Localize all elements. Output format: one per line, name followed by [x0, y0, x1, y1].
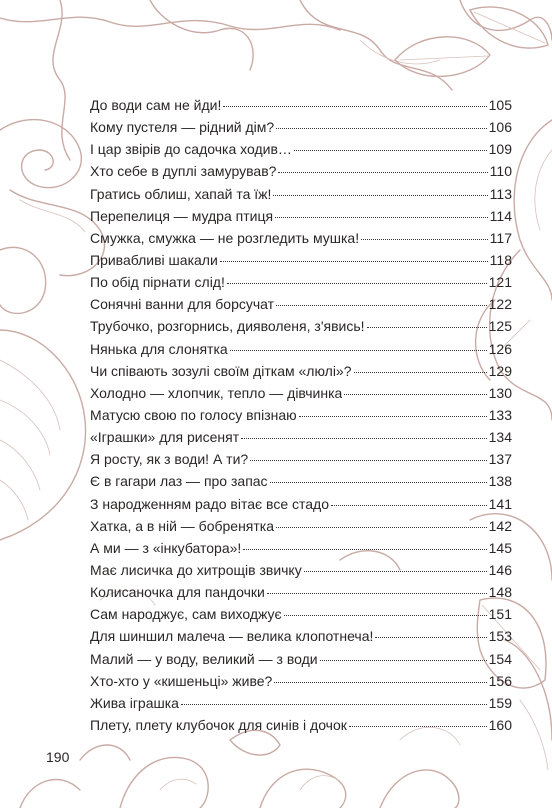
toc-entry[interactable] — [90, 470, 512, 492]
toc-entry-title: Холодно — хлопчик, тепло — дівчинка — [90, 384, 343, 401]
toc-entry-title: Я росту, як з води! А ти? — [90, 451, 249, 468]
toc-entry[interactable] — [90, 692, 512, 714]
toc-entry-title: Має лисичка до хитрощів звичку — [90, 561, 302, 578]
toc-entry-title: «Іграшки» для рисенят — [90, 429, 240, 446]
toc-entry-page: 146 — [488, 561, 512, 578]
toc-entry[interactable] — [90, 138, 512, 160]
toc-entry-page: 153 — [488, 628, 512, 645]
toc-entry-page: 148 — [488, 584, 512, 601]
toc-entry-page: 133 — [488, 406, 512, 423]
dot-leader — [275, 217, 488, 218]
toc-entry-page: 122 — [488, 296, 512, 313]
toc-entry[interactable] — [90, 338, 512, 360]
toc-entry-page: 105 — [488, 97, 512, 113]
toc-entry[interactable] — [90, 205, 512, 227]
page-number: 190 — [46, 749, 70, 765]
toc-entry-title: Хатка, а в ній — бобренятка — [90, 517, 275, 534]
dot-leader — [267, 593, 487, 594]
toc-entry[interactable] — [90, 515, 512, 537]
toc-entry[interactable] — [90, 493, 512, 515]
dot-leader — [375, 637, 486, 638]
dot-leader — [227, 283, 487, 284]
toc-entry[interactable] — [90, 94, 512, 116]
toc-entry-page: 130 — [488, 384, 512, 401]
toc-entry-page: 159 — [488, 694, 512, 711]
dot-leader — [250, 460, 486, 461]
toc-entry[interactable] — [90, 183, 512, 205]
toc-entry[interactable] — [90, 714, 512, 736]
table-of-contents — [90, 94, 512, 736]
toc-entry[interactable] — [90, 559, 512, 581]
toc-entry[interactable] — [90, 360, 512, 382]
toc-entry[interactable] — [90, 382, 512, 404]
toc-entry-page: 109 — [488, 141, 512, 158]
toc-entry-page: 137 — [488, 451, 512, 468]
toc-entry-title: По обід пірнати слід! — [90, 274, 225, 291]
toc-entry[interactable] — [90, 271, 512, 293]
toc-entry[interactable] — [90, 249, 512, 271]
toc-entry-page: 154 — [488, 650, 512, 667]
toc-entry[interactable] — [90, 625, 512, 647]
dot-leader — [278, 172, 487, 173]
toc-entry-title: А ми — з «інкубатора»! — [90, 539, 242, 556]
dot-leader — [320, 660, 487, 661]
toc-entry-page: 142 — [488, 517, 512, 534]
toc-entry-title: З народженням радо вітає все стадо — [90, 495, 329, 512]
toc-entry-title: Нянька для слонятка — [90, 340, 228, 357]
toc-entry-page: 134 — [488, 429, 512, 446]
toc-entry-page: 145 — [488, 539, 512, 556]
dot-leader — [331, 505, 487, 506]
toc-entry[interactable] — [90, 404, 512, 426]
toc-entry-title: Привабливі шакали — [90, 251, 218, 268]
toc-entry-title: Кому пустеля — рідний дім? — [90, 119, 275, 136]
toc-entry-title: Перепелиця — мудра птиця — [90, 207, 274, 224]
dot-leader — [304, 571, 487, 572]
toc-entry[interactable] — [90, 160, 512, 182]
dot-leader — [274, 682, 486, 683]
toc-entry-page: 151 — [488, 606, 512, 623]
toc-entry-title: Жива іграшка — [90, 694, 179, 711]
dot-leader — [243, 549, 486, 550]
toc-entry-page: 117 — [489, 229, 512, 246]
toc-entry-title: Сонячні ванни для борсучат — [90, 296, 275, 313]
toc-entry-title: Сам народжує, сам виходжує — [90, 606, 282, 623]
toc-entry-title: Трубочко, розгорнись, дияволеня, з'явись! — [90, 318, 365, 335]
toc-entry-page: 125 — [488, 318, 512, 335]
dot-leader — [284, 615, 487, 616]
toc-entry-page: 141 — [488, 495, 512, 512]
toc-entry-title: І цар звірів до садочка ходив… — [90, 141, 292, 158]
toc-entry-page: 106 — [488, 119, 512, 136]
toc-entry[interactable] — [90, 116, 512, 138]
dot-leader — [241, 438, 487, 439]
dot-leader — [276, 305, 487, 306]
dot-leader — [294, 150, 487, 151]
dot-leader — [223, 106, 486, 107]
toc-entry-title: Плету, плету клубочок для синів і дочок — [90, 716, 347, 733]
dot-leader — [276, 527, 487, 528]
dot-leader — [181, 704, 487, 705]
toc-entry[interactable] — [90, 648, 512, 670]
toc-entry[interactable] — [90, 581, 512, 603]
toc-entry[interactable] — [90, 426, 512, 448]
dot-leader — [349, 726, 487, 727]
toc-entry-title: Матусю свою по голосу впізнаю — [90, 406, 297, 423]
dot-leader — [220, 261, 488, 262]
dot-leader — [354, 372, 487, 373]
toc-entry-page: 113 — [489, 185, 512, 202]
toc-entry-page: 126 — [488, 340, 512, 357]
toc-entry[interactable] — [90, 670, 512, 692]
toc-entry-title: Смужка, смужка — не розгледить мушка! — [90, 229, 360, 246]
toc-entry-page: 160 — [488, 716, 512, 733]
dot-leader — [367, 327, 487, 328]
toc-entry-title: Малий — у воду, великий — з води — [90, 650, 318, 667]
toc-entry-title: Хто-хто у «кишеньці» живе? — [90, 672, 273, 689]
toc-entry-page: 121 — [488, 274, 512, 291]
toc-entry[interactable] — [90, 448, 512, 470]
toc-entry-title: Є в гагари лаз — про запас — [90, 473, 268, 490]
toc-entry-title: Чи співають зозулі своїм діткам «люлі»? — [90, 362, 352, 379]
toc-entry-page: 114 — [489, 207, 512, 224]
toc-entry-title: Колисаночка для пандочки — [90, 584, 265, 601]
dot-leader — [230, 350, 487, 351]
toc-entry-title: Для шиншил малеча — велика клопотнеча! — [90, 628, 374, 645]
toc-entry-page: 110 — [489, 163, 512, 180]
dot-leader — [273, 195, 487, 196]
dot-leader — [270, 482, 487, 483]
toc-entry-page: 118 — [489, 251, 512, 268]
toc-entry[interactable] — [90, 537, 512, 559]
toc-entry-page: 156 — [488, 672, 512, 689]
toc-entry-title: Хто себе в дуплі замурував? — [90, 163, 277, 180]
toc-entry[interactable] — [90, 603, 512, 625]
toc-entry[interactable] — [90, 227, 512, 249]
toc-entry-page: 138 — [488, 473, 512, 490]
dot-leader — [276, 128, 486, 129]
toc-entry-page: 129 — [488, 362, 512, 379]
toc-entry-title: Гратись облиш, хапай та їж! — [90, 185, 272, 202]
dot-leader — [344, 394, 486, 395]
toc-entry-title: До води сам не йди! — [90, 97, 222, 113]
dot-leader — [299, 416, 487, 417]
toc-entry[interactable] — [90, 293, 512, 315]
toc-entry[interactable] — [90, 315, 512, 337]
dot-leader — [361, 239, 488, 240]
